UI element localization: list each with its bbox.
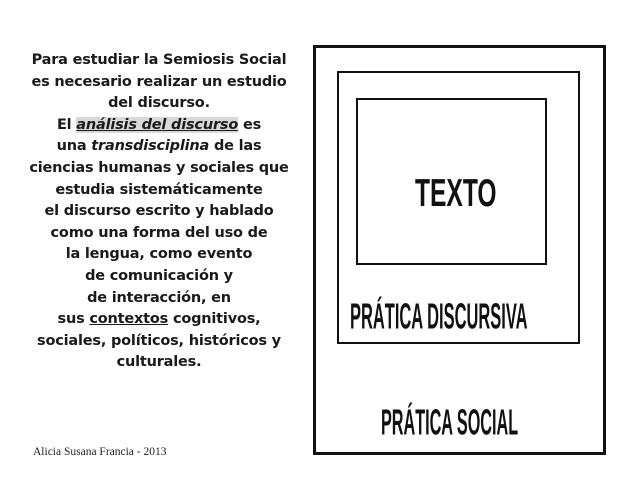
italic-term: transdisciplina xyxy=(91,138,210,155)
text-fragment: una xyxy=(56,138,92,155)
text-line: el discurso escrito y hablado xyxy=(44,203,274,220)
text-line: como una forma del uso de xyxy=(50,224,268,241)
text-fragment: de las xyxy=(209,138,262,155)
text-line: es necesario realizar un estudio xyxy=(31,73,287,90)
text-line xyxy=(28,115,290,137)
text-fragment: es xyxy=(238,116,262,133)
text-line: sociales, políticos, históricos y xyxy=(37,332,281,349)
text-fragment: cognitivos, xyxy=(168,311,261,328)
texto-label: TEXTO xyxy=(415,172,497,215)
author-credit: Alicia Susana Francia - 2013 xyxy=(33,446,167,458)
highlighted-term: análisis del discurso xyxy=(76,116,239,133)
practica-discursiva-label: PRÁTICA DISCURSIVA xyxy=(350,296,528,337)
text-line: estudia sistemáticamente xyxy=(55,181,263,198)
text-line: de interacción, en xyxy=(87,289,231,306)
text-line: culturales. xyxy=(116,354,202,371)
text-line: de comunicación y xyxy=(85,267,233,284)
text-line: Para estudiar la Semiosis Social xyxy=(31,52,287,68)
text-fragment: El xyxy=(56,116,77,133)
text-line: la lengua, como evento xyxy=(65,246,253,263)
text-line: del discurso. xyxy=(108,95,210,112)
text-fragment: sus xyxy=(57,311,90,328)
text-line: ciencias humanas y sociales que xyxy=(29,159,289,176)
body-paragraph xyxy=(28,50,290,374)
underlined-term: contextos xyxy=(89,311,169,328)
text-line xyxy=(28,309,290,331)
text-line xyxy=(28,136,290,158)
practica-social-label: PRÁTICA SOCIAL xyxy=(381,402,519,443)
